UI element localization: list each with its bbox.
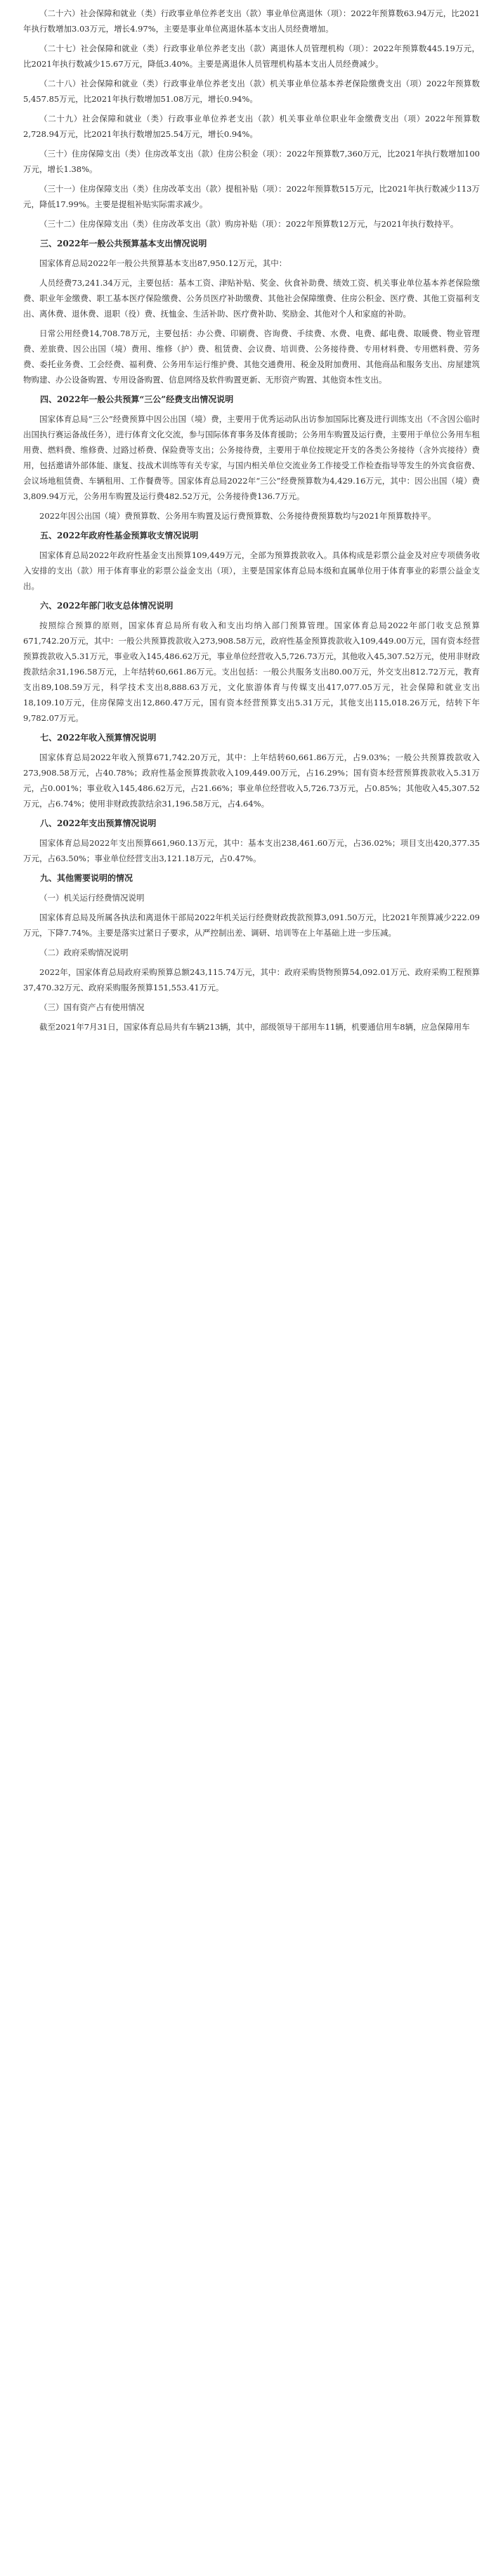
paragraph: （二十九）社会保障和就业（类）行政事业单位养老支出（款）机关事业单位职业年金缴费支出（项）2022年预算数2,728.94万元，比2021年执行数增加25.54万元，增长0.94%。 xyxy=(23,114,480,139)
paragraph: （三十二）住房保障支出（类）住房改革支出（款）购房补贴（项）：2022年预算数12万元，与2021年执行数持平。 xyxy=(39,219,459,229)
section-heading: 六、2022年部门收支总体情况说明 xyxy=(40,601,174,611)
document-body xyxy=(0,0,503,1035)
paragraph: 国家体育总局及所属各执法和离退休干部局2022年机关运行经费财政拨款预算3,091.50万元，比2021年预算减少222.09万元，下降7.74%。主要是落实过紧日子要求，从严控制出差、调研、培训等在上年基础上进一步压减。 xyxy=(23,912,480,938)
paragraph: 2022年因公出国（境）费预算数、公务用车购置及运行费预算数、公务接待费预算数均与2021年预算数持平。 xyxy=(39,511,436,521)
section-heading: 九、其他需要说明的情况 xyxy=(40,873,133,883)
paragraph: 国家体育总局2022年一般公共预算基本支出87,950.12万元，其中： xyxy=(39,258,287,268)
paragraph: （三）国有资产占有使用情况 xyxy=(39,1002,145,1012)
paragraph: 国家体育总局2022年政府性基金支出预算109,449万元，全部为预算拨款收入。具体构成是彩票公益金及对应专项债务收入安排的支出（款）用于体育事业的彩票公益金支出（项），主要是国家体育总局本级和直属单位用于体育事业的彩票公益金支出。 xyxy=(23,550,480,591)
section-heading: 四、2022年一般公共预算“三公”经费支出情况说明 xyxy=(40,394,234,404)
section-heading: 五、2022年政府性基金预算收支情况说明 xyxy=(40,531,199,540)
paragraph: （三十一）住房保障支出（类）住房改革支出（款）提租补贴（项）：2022年预算数515万元，比2021年执行数减少113万元，降低17.99%。主要是提租补贴实际需求减少。 xyxy=(23,184,480,209)
paragraph: （一）机关运行经费情况说明 xyxy=(39,893,145,903)
paragraph: 截至2021年7月31日，国家体育总局共有车辆213辆，其中，部级领导干部用车11辆，机要通信用车8辆，应急保障用车 xyxy=(39,1022,470,1032)
paragraph: （二十六）社会保障和就业（类）行政事业单位养老支出（款）事业单位离退休（项）：2022年预算数63.94万元，比2021年执行数增加3.03万元，增长4.97%，主要是事业单位离退休基本支出人员经费增加。 xyxy=(23,8,480,34)
paragraph: 国家体育总局2022年支出预算661,960.13万元，其中：基本支出238,461.60万元，占36.02%；项目支出420,377.35万元，占63.50%；事业单位经营支出3,121.18万元，占0.47%。 xyxy=(23,838,480,863)
paragraph: 按照综合预算的原则，国家体育总局所有收入和支出均纳入部门预算管理。国家体育总局2022年部门收支总预算671,742.20万元，其中：一般公共预算拨款收入273,908.58万元，政府性基金预算拨款收入109,449.00万元，国有资本经营预算拨款收入5.31万元，事业收入145,486.62万元，事业单位经营收入5,726.73万元，其他收入45,307.52万元，使用非财政拨款结余31,196.58万元，上年结转60,661.86万元。支出包括：一般公共服务支出80.00万元，外交支出812.72万元，教育支出89,108.59万元，科学技术支出8,888.63万元，文化旅游体育与传媒支出417,077.05万元，社会保障和就业支出18,109.10万元，住房保障支出12,860.47万元，国有资本经营预算支出5.31万元，其他支出115,018.26万元，结转下年9,782.07万元。 xyxy=(23,620,480,723)
section-heading: 八、2022年支出预算情况说明 xyxy=(40,818,157,828)
section-heading: 七、2022年收入预算情况说明 xyxy=(40,733,157,743)
paragraph: 2022年，国家体育总局政府采购预算总额243,115.74万元，其中：政府采购货物预算54,092.01万元、政府采购工程预算37,470.32万元、政府采购服务预算151,553.41万元。 xyxy=(23,967,480,992)
paragraph: 国家体育总局2022年收入预算671,742.20万元，其中：上年结转60,661.86万元，占9.03%；一般公共预算拨款收入273,908.58万元，占40.78%；政府性基金预算拨款收入109,449.00万元，占16.29%；国有资本经营预算拨款收入5.31万元，占0.001%；事业收入145,486.62万元，占21.66%；事业单位经营收入5,726.73万元，占0.85%；其他收入45,307.52万元，占6.74%；使用非财政拨款结余31,196.58万元，占4.64%。 xyxy=(23,752,480,809)
paragraph: （三十）住房保障支出（类）住房改革支出（款）住房公积金（项）：2022年预算数7,360万元，比2021年执行数增加100万元，增长1.38%。 xyxy=(23,149,480,174)
paragraph: 国家体育总局“三公”经费预算中因公出国（境）费，主要用于优秀运动队出访参加国际比赛及进行训练支出（不含因公临时出国执行赛运备战任务），进行体育文化交流，参与国际体育事务及体育援助；公务用车购置及运行费，主要用于单位公务用车租用费、燃料费、维修费、过路过桥费、保险费等支出；公务接待费，主要用于单位按规定开支的各类公务接待（含外宾接待）费用，包括邀请外部体能、康复、技战术训练等有关专家，与国内相关单位交流业务工作接受工作检查指导等发生的外宾食宿费、会议场地租赁费、车辆租用、工作餐费等。国家体育总局2022年“三公”经费预算数为4,429.16万元，其中：因公出国（境）费3,809.94万元，公务用车购置及运行费482.52万元，公务接待费136.7万元。 xyxy=(23,414,480,501)
paragraph: 人员经费73,241.34万元，主要包括：基本工资、津贴补贴、奖金、伙食补助费、绩效工资、机关事业单位基本养老保险缴费、职业年金缴费、职工基本医疗保险缴费、公务员医疗补助缴费、其他社会保障缴费、住房公积金、医疗费、其他工资福利支出、离休费、退休费、退职（役）费、抚恤金、生活补助、医疗费补助、奖励金、其他对个人和家庭的补助。 xyxy=(23,278,480,319)
paragraph: （二十八）社会保障和就业（类）行政事业单位养老支出（款）机关事业单位基本养老保险缴费支出（项）2022年预算数5,457.85万元，比2021年执行数增加51.08万元，增长0.94%。 xyxy=(23,79,480,104)
paragraph: 日常公用经费14,708.78万元，主要包括：办公费、印刷费、咨询费、手续费、水费、电费、邮电费、取暖费、物业管理费、差旅费、因公出国（境）费用、维修（护）费、租赁费、会议费、培训费、公务接待费、专用材料费、专用燃料费、劳务费、委托业务费、工会经费、福利费、公务用车运行维护费、其他交通费用、税金及附加费用、其他商品和服务支出、房屋建筑物购建、办公设备购置、专用设备购置、信息网络及软件购置更新、无形资产购置、其他资本性支出。 xyxy=(23,328,480,385)
paragraph: （二）政府采购情况说明 xyxy=(39,948,129,957)
paragraph: （二十七）社会保障和就业（类）行政事业单位养老支出（款）离退休人员管理机构（项）：2022年预算数445.19万元，比2021年执行数减少15.67万元，降低3.40%。主要是离退休人员管理机构基本支出人员经费减少。 xyxy=(23,44,480,69)
section-heading: 三、2022年一般公共预算基本支出情况说明 xyxy=(40,239,207,248)
